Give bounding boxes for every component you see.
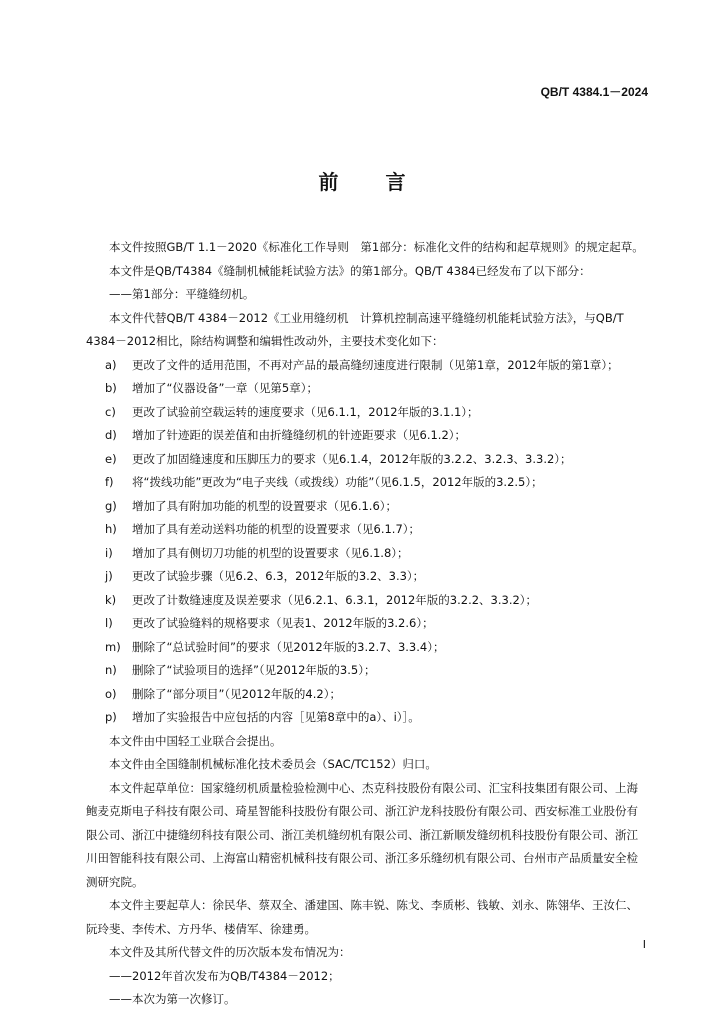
list-item-letter: o) [105, 686, 117, 701]
list-item [86, 354, 646, 378]
list-item-letter: g) [105, 498, 117, 513]
list-item-text: 更改了加固缝速度和压脚压力的要求（见6.1.4，2012年版的3.2.2、3.2.3、3.3.2）； [132, 451, 572, 466]
paragraph-drafting-rules: 本文件按照GB/T 1.1－2020《标准化工作导则 第1部分：标准化文件的结构和起草规则》的规定起草。 [109, 240, 644, 254]
list-item [86, 518, 646, 542]
list-item [86, 471, 646, 495]
list-item [86, 495, 646, 519]
list-item-text: 增加了具有差动送料功能的机型的设置要求（见6.1.7）； [132, 522, 421, 536]
list-item-letter: m) [105, 639, 121, 654]
changes-list [86, 354, 646, 730]
list-item-letter: h) [105, 522, 117, 536]
list-item [86, 636, 646, 660]
list-item-text: 增加了“仪器设备”一章（见第5章）； [132, 381, 318, 395]
paragraph-drafters: 本文件主要起草人：徐民华、蔡双全、潘建国、陈丰锐、陈戈、李质彬、钱敏、刘永、陈翎华、王汝仁、阮玲斐、李传术、方丹华、楼倩军、徐建勇。 [86, 898, 638, 936]
document-body [86, 236, 646, 1012]
list-item-text: 增加了具有侧切刀功能的机型的设置要求（见6.1.8）； [132, 545, 409, 560]
list-item-text: 更改了试验步骤（见6.2、6.3，2012年版的3.2、3.3）； [132, 569, 425, 583]
list-item [86, 377, 646, 401]
list-item-text: 将“拨线功能”更改为“电子夹线（或拨线）功能”（见6.1.5，2012年版的3.2.5）； [132, 475, 543, 489]
list-item-text: 更改了试验缝料的规格要求（见表1、2012年版的3.2.6）； [132, 616, 434, 630]
list-item [86, 448, 646, 472]
list-item-letter: a) [105, 357, 117, 372]
list-item-text: 增加了实验报告中应包括的内容［见第8章中的a）、i）］。 [132, 710, 420, 724]
list-item-letter: b) [105, 381, 117, 395]
paragraph-parts-intro: 本文件是QB/T4384《缝制机械能耗试验方法》的第1部分。QB/T 4384已经发布了以下部分： [109, 263, 591, 278]
list-item [86, 683, 646, 707]
list-item [86, 659, 646, 683]
list-item [86, 542, 646, 566]
list-item [86, 706, 646, 730]
paragraph-history-2012: ——2012年首次发布为QB/T4384－2012； [109, 968, 340, 983]
paragraph-proposer: 本文件由中国轻工业联合会提出。 [109, 733, 282, 748]
list-item-letter: j) [105, 569, 113, 583]
list-item-text: 删除了“试验项目的选择”（见2012年版的3.5）； [132, 663, 376, 677]
list-item-letter: n) [105, 663, 117, 677]
list-item [86, 589, 646, 613]
list-item-letter: e) [105, 451, 117, 466]
list-item-text: 增加了针迹距的误差值和由折缝缝纫机的针迹距要求（见6.1.2）； [132, 428, 467, 442]
list-item-letter: c) [105, 404, 116, 419]
standard-number: QB/T 4384.1－2024 [540, 85, 648, 99]
list-item-text: 删除了“部分项目”（见2012年版的4.2）； [132, 686, 341, 701]
list-item [86, 424, 646, 448]
list-item [86, 565, 646, 589]
paragraph-part-1: ——第1部分：平缝缝纫机。 [109, 287, 255, 301]
paragraph-history-current: ——本次为第一次修订。 [109, 992, 236, 1006]
list-item-letter: l) [105, 616, 113, 630]
list-item-letter: i) [105, 545, 113, 560]
list-item-letter: k) [105, 592, 117, 607]
list-item [86, 612, 646, 636]
list-item-letter: d) [105, 428, 117, 442]
page-title: 前 言 [318, 170, 426, 194]
paragraph-history: 本文件及其所代替文件的历次版本发布情况为： [109, 945, 351, 959]
list-item-text: 删除了“总试验时间”的要求（见2012年版的3.2.7、3.3.4）； [132, 639, 445, 654]
paragraph-replacement: 本文件代替QB/T 4384－2012《工业用缝纫机 计算机控制高速平缝缝纫机能耗试验方法》，与QB/T 4384－2012相比，除结构调整和编辑性改动外，主要技术变化如下： [86, 310, 624, 348]
list-item-letter: f) [105, 475, 114, 489]
list-item-text: 增加了具有附加功能的机型的设置要求（见6.1.6）； [132, 498, 398, 513]
paragraph-committee: 本文件由全国缝制机械标准化技术委员会（SAC/TC152）归口。 [109, 757, 437, 771]
paragraph-drafting-units: 本文件起草单位：国家缝纫机质量检验检测中心、杰克科技股份有限公司、汇宝科技集团有限公司、上海鲍麦克斯电子科技有限公司、琦星智能科技股份有限公司、浙江沪龙科技股份有限公司、西安标准工业股份有限公司、浙江中捷缝纫科技有限公司、浙江美机缝纫机有限公司、浙江新顺发缝纫机科技股份有限公司、浙江川田智能科技有限公司、上海富山精密机械科技有限公司、浙江多乐缝纫机有限公司、台州市产品质量安全检测研究院。 [86, 780, 638, 889]
list-item-letter: p) [105, 710, 117, 724]
list-item-text: 更改了试验前空载运转的速度要求（见6.1.1，2012年版的3.1.1）； [132, 404, 479, 419]
list-item-text: 更改了计数缝速度及误差要求（见6.2.1、6.3.1，2012年版的3.2.2、3.3.2）； [132, 592, 538, 607]
page-number: I [642, 938, 646, 951]
list-item [86, 401, 646, 425]
list-item-text: 更改了文件的适用范围，不再对产品的最高缝纫速度进行限制（见第1章，2012年版的第1章）； [132, 357, 619, 372]
